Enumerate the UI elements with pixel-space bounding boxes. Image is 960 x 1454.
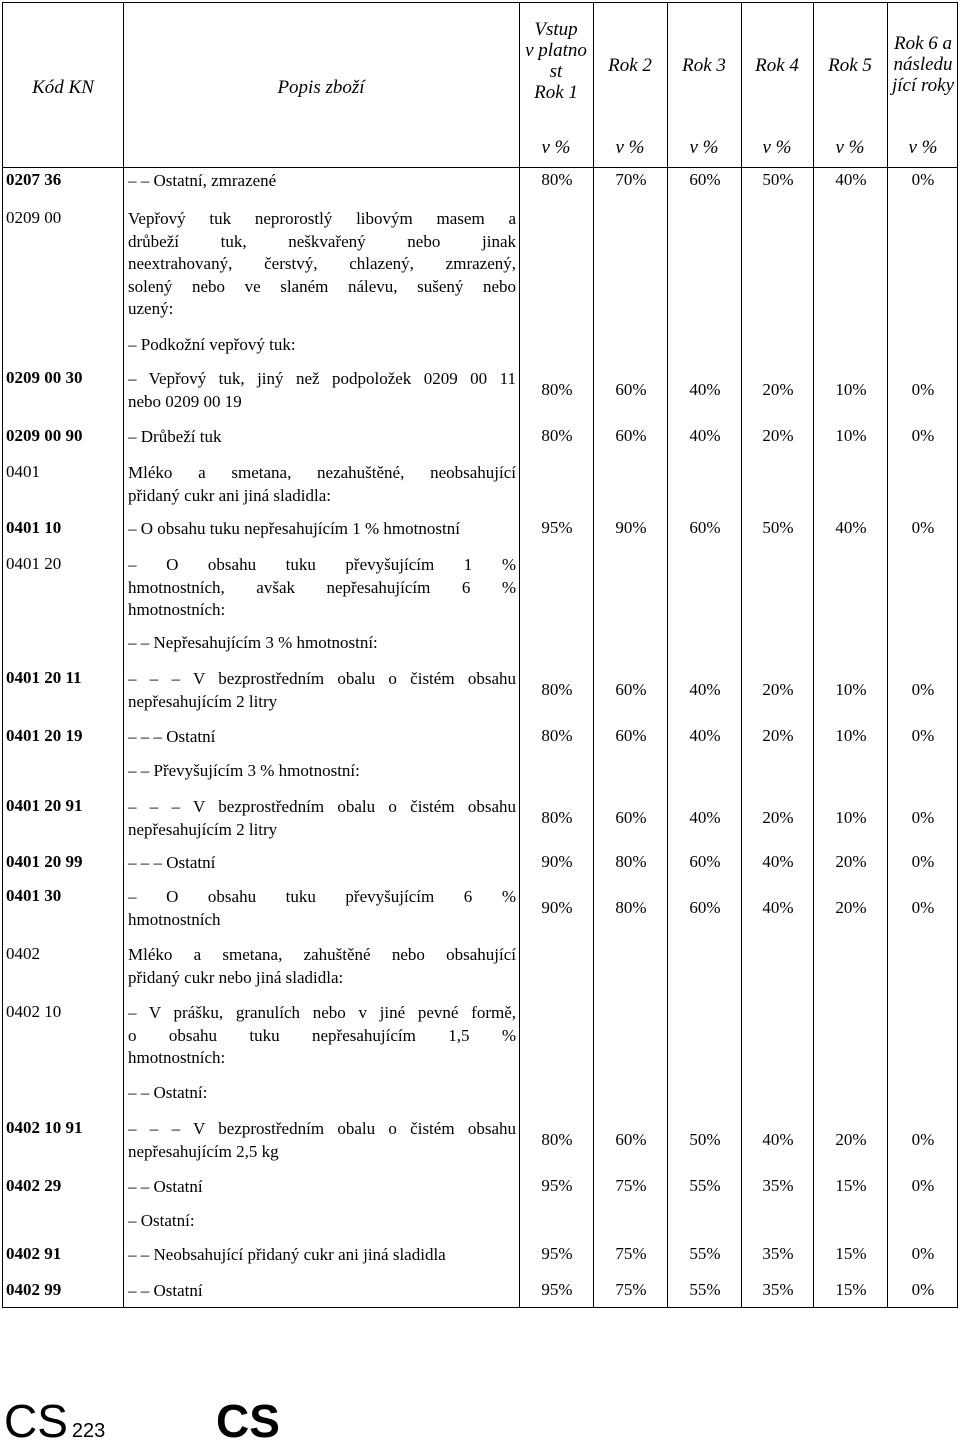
footer-lang-code: CS (4, 1395, 68, 1447)
kn-code: 0401 30 (6, 886, 62, 905)
header-y6-line: Rok 6 a (893, 33, 953, 54)
header-divider (3, 167, 957, 168)
rate-row (0, 808, 960, 832)
rate-value: 0% (911, 1176, 935, 1195)
kn-code: 0401 10 (6, 518, 62, 537)
kn-code: 0209 00 30 (6, 368, 83, 387)
rate-value: 20% (762, 680, 794, 699)
kn-code: 0402 (6, 944, 40, 963)
rate-row (0, 898, 960, 922)
description-line: hmotnostních, avšak nepřesahujícím 6 % (128, 577, 516, 597)
header-year-4: Rok 4 (755, 55, 799, 76)
description-line: Vepřový tuk neprorostlý libovým masem a (128, 209, 516, 228)
description-line: – – – V bezprostředním obalu o čistém obsahu (128, 797, 516, 816)
kn-code: 0401 20 91 (6, 796, 83, 815)
rate-value: 80% (541, 808, 573, 827)
rate-value: 55% (689, 1280, 721, 1299)
description-line: – Vepřový tuk, jiný než podpoložek 0209 00 11 (128, 369, 516, 388)
description-line: nepřesahujícím 2 litry (128, 691, 278, 711)
description-line: uzený: (128, 299, 174, 318)
rate-value: 95% (541, 1280, 573, 1299)
rate-value: 40% (689, 380, 721, 399)
rate-value: 20% (762, 808, 794, 827)
rate-value: 0% (911, 808, 935, 827)
rate-row (0, 170, 960, 194)
description-line: hmotnostních (128, 909, 221, 929)
description-line: – – – V bezprostředním obalu o čistém obsahu (128, 669, 516, 688)
rate-value: 80% (615, 852, 647, 871)
description-line: – V prášku, granulích nebo v jiné pevné formě, (128, 1003, 516, 1022)
header-year-5: Rok 5 (828, 55, 872, 76)
description-line: Mléko a smetana, nezahuštěné, neobsahující (128, 463, 516, 482)
rate-value: 0% (911, 726, 935, 745)
rate-value: 60% (615, 680, 647, 699)
rate-row (0, 1130, 960, 1154)
rate-value: 0% (911, 1280, 935, 1299)
rate-value: 0% (911, 380, 935, 399)
rate-row (0, 726, 960, 750)
kn-code: 0209 00 90 (6, 426, 83, 445)
goods-description (128, 760, 516, 783)
description-line: nebo 0209 00 19 (128, 391, 242, 411)
description-line: hmotnostních: (128, 1048, 226, 1067)
rate-value: 40% (689, 426, 721, 445)
description-line: – – Ostatní (128, 1177, 203, 1196)
description-line: o obsahu tuku nepřesahujícím 1,5 % (128, 1025, 516, 1045)
rate-value: 40% (835, 518, 867, 537)
description-line: – – – V bezprostředním obalu o čistém obsahu (128, 1119, 516, 1138)
goods-description (128, 944, 516, 989)
kn-code: 0402 10 (6, 1002, 62, 1021)
rate-row (0, 1280, 960, 1304)
header-year-6 (887, 33, 959, 96)
rate-value: 40% (835, 170, 867, 189)
col-divider (813, 3, 814, 1307)
rate-value: 40% (689, 808, 721, 827)
rate-value: 80% (541, 1130, 573, 1149)
rate-value: 35% (762, 1280, 794, 1299)
description-line: nepřesahujícím 2,5 kg (128, 1141, 279, 1161)
description-line: – – Neobsahující přidaný cukr ani jiná sladidla (128, 1245, 446, 1264)
rate-value: 15% (835, 1176, 867, 1195)
rate-value: 80% (541, 726, 573, 745)
goods-description (128, 334, 516, 357)
rate-value: 95% (541, 1244, 573, 1263)
rate-value: 40% (689, 680, 721, 699)
unit-label: v % (689, 137, 719, 158)
kn-code: 0402 29 (6, 1176, 62, 1195)
rate-value: 80% (615, 898, 647, 917)
description-line: – Podkožní vepřový tuk: (128, 335, 296, 354)
rate-value: 60% (689, 518, 721, 537)
rate-value: 80% (541, 680, 573, 699)
rate-row (0, 380, 960, 404)
header-entry-line: st (549, 61, 563, 82)
goods-description (128, 1210, 516, 1233)
rate-value: 40% (762, 898, 794, 917)
description-line: – – Převyšujícím 3 % hmotnostní: (128, 761, 360, 780)
col-divider (667, 3, 668, 1307)
rate-value: 90% (541, 898, 573, 917)
goods-description (128, 1002, 516, 1070)
rate-value: 10% (835, 726, 867, 745)
rate-value: 75% (615, 1280, 647, 1299)
description-line: nepřesahujícím 2 litry (128, 819, 278, 839)
col-divider (741, 3, 742, 1307)
description-line: – Drůbeží tuk (128, 427, 222, 446)
description-line: přidaný cukr ani jiná sladidla: (128, 485, 331, 505)
rate-value: 55% (689, 1244, 721, 1263)
rate-value: 15% (835, 1280, 867, 1299)
header-entry-year (519, 19, 593, 103)
header-code: Kód KN (32, 77, 94, 98)
description-line: neextrahovaný, čerstvý, chlazený, zmrazený, (128, 254, 516, 273)
description-line: – – Ostatní: (128, 1083, 208, 1102)
header-year-3: Rok 3 (682, 55, 726, 76)
kn-code: 0401 20 99 (6, 852, 83, 871)
rate-value: 60% (689, 898, 721, 917)
rate-value: 80% (541, 170, 573, 189)
rate-value: 40% (762, 1130, 794, 1149)
rate-value: 10% (835, 380, 867, 399)
header-entry-line: v platno (525, 40, 587, 61)
rate-value: 75% (615, 1176, 647, 1195)
rate-value: 90% (541, 852, 573, 871)
kn-code: 0402 99 (6, 1280, 62, 1299)
header-year-2: Rok 2 (608, 55, 652, 76)
rate-value: 60% (615, 380, 647, 399)
unit-label: v % (615, 137, 645, 158)
description-line: – – – Ostatní (128, 727, 216, 746)
description-line: – – – Ostatní (128, 853, 216, 872)
col-divider (519, 3, 520, 1307)
rate-value: 0% (911, 1130, 935, 1149)
rate-value: 0% (911, 680, 935, 699)
rate-value: 60% (689, 852, 721, 871)
header-y6-line: jící roky (891, 75, 955, 96)
footer-lang-right: CS (216, 1395, 280, 1447)
description-line: – – Ostatní, zmrazené (128, 171, 277, 190)
kn-code: 0207 36 (6, 170, 62, 189)
rate-value: 20% (835, 852, 867, 871)
rate-value: 50% (689, 1130, 721, 1149)
col-divider (593, 3, 594, 1307)
description-line: – – Nepřesahujícím 3 % hmotnostní: (128, 633, 378, 652)
unit-label: v % (908, 137, 938, 158)
rate-row (0, 1176, 960, 1200)
rate-row (0, 680, 960, 704)
rate-value: 10% (835, 426, 867, 445)
kn-code: 0401 (6, 462, 40, 481)
col-divider (887, 3, 888, 1307)
rate-row (0, 426, 960, 450)
rate-value: 90% (615, 518, 647, 537)
rate-value: 50% (762, 170, 794, 189)
description-line: hmotnostních: (128, 600, 226, 619)
rate-value: 70% (615, 170, 647, 189)
rate-value: 0% (911, 518, 935, 537)
rate-value: 80% (541, 426, 573, 445)
col-divider (123, 3, 124, 1307)
rate-value: 95% (541, 1176, 573, 1195)
rate-value: 60% (615, 1130, 647, 1149)
kn-code: 0401 20 (6, 554, 62, 573)
rate-value: 40% (689, 726, 721, 745)
unit-label: v % (541, 137, 571, 158)
rate-value: 80% (541, 380, 573, 399)
header-entry-line: Rok 1 (534, 82, 578, 103)
description-line: – – Ostatní (128, 1281, 203, 1300)
rate-value: 10% (835, 808, 867, 827)
goods-description (128, 632, 516, 655)
goods-description (128, 1082, 516, 1105)
header-y6-line: následu (893, 54, 953, 75)
rate-value: 35% (762, 1176, 794, 1195)
rate-row (0, 852, 960, 876)
rate-row (0, 1244, 960, 1268)
kn-code: 0401 20 19 (6, 726, 83, 745)
rate-value: 95% (541, 518, 573, 537)
description-line: přidaný cukr nebo jiná sladidla: (128, 967, 344, 987)
rate-row (0, 518, 960, 542)
description-line: – O obsahu tuku převyšujícím 6 % (128, 887, 516, 906)
footer-lang-left (4, 1395, 106, 1454)
rate-value: 20% (762, 380, 794, 399)
rate-value: 15% (835, 1244, 867, 1263)
kn-code: 0402 10 91 (6, 1118, 83, 1137)
rate-value: 20% (762, 426, 794, 445)
description-line: drůbeží tuk, neškvařený nebo jinak (128, 231, 516, 251)
goods-description (128, 208, 516, 321)
header-entry-line: Vstup (534, 19, 578, 40)
rate-value: 10% (835, 680, 867, 699)
rate-value: 60% (615, 808, 647, 827)
kn-code: 0209 00 (6, 208, 62, 227)
tariff-table (2, 2, 958, 1308)
rate-value: 0% (911, 426, 935, 445)
rate-value: 20% (835, 898, 867, 917)
unit-label: v % (835, 137, 865, 158)
header-description: Popis zboží (277, 77, 365, 98)
description-line: Mléko a smetana, zahuštěné nebo obsahující (128, 945, 516, 964)
footer-page-number: 223 (71, 1420, 106, 1442)
description-line: solený nebo ve slaném nálevu, sušený nebo (128, 276, 516, 296)
rate-value: 40% (762, 852, 794, 871)
unit-label: v % (762, 137, 792, 158)
rate-value: 60% (615, 726, 647, 745)
kn-code: 0401 20 11 (6, 668, 82, 687)
rate-value: 55% (689, 1176, 721, 1195)
rate-value: 0% (911, 170, 935, 189)
rate-value: 50% (762, 518, 794, 537)
goods-description (128, 462, 516, 507)
description-line: – O obsahu tuku převyšujícím 1 % (128, 555, 516, 574)
kn-code: 0402 91 (6, 1244, 62, 1263)
rate-value: 75% (615, 1244, 647, 1263)
rate-value: 20% (762, 726, 794, 745)
rate-value: 0% (911, 1244, 935, 1263)
rate-value: 60% (689, 170, 721, 189)
rate-value: 35% (762, 1244, 794, 1263)
goods-description (128, 554, 516, 622)
rate-value: 20% (835, 1130, 867, 1149)
rate-value: 60% (615, 426, 647, 445)
rate-value: 0% (911, 898, 935, 917)
description-line: – Ostatní: (128, 1211, 195, 1230)
rate-value: 0% (911, 852, 935, 871)
description-line: – O obsahu tuku nepřesahujícím 1 % hmotnostní (128, 519, 460, 538)
